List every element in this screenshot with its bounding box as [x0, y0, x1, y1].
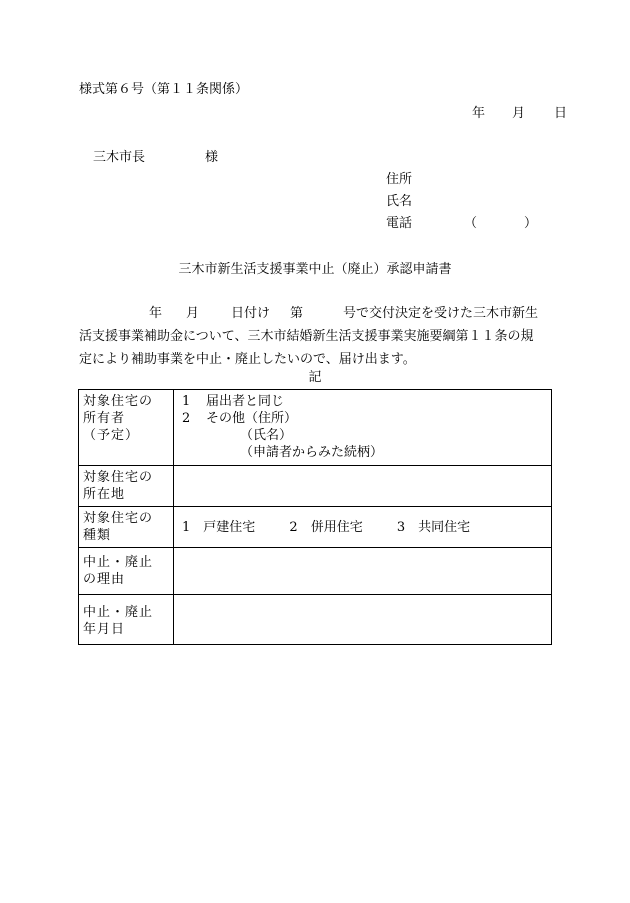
applicant-block [386, 172, 538, 238]
owner-content[interactable] [174, 390, 552, 466]
name-label: 氏名 [386, 194, 413, 209]
table-row-location [79, 466, 552, 507]
date-month: 月 [512, 106, 526, 121]
reason-label-line-2: の理由 [83, 572, 126, 587]
location-content[interactable] [174, 466, 552, 507]
owner-option-2-label: その他（住所） [206, 411, 298, 426]
owner-name-label: （氏名） [240, 428, 293, 443]
date-label [79, 595, 174, 645]
date-day: 日 [554, 106, 568, 121]
date-label-line-2: 年月日 [83, 622, 126, 637]
body-day: 日付け [231, 306, 271, 321]
body-line-3: 定により補助事業を中止・廃止したいので、届け出ます。 [79, 352, 416, 367]
owner-label-line-3: （予定） [83, 428, 140, 443]
reason-content[interactable] [174, 548, 552, 595]
date-content[interactable] [174, 595, 552, 645]
phone-line [386, 216, 538, 238]
owner-label [79, 390, 174, 466]
location-label [79, 466, 174, 507]
owner-option-1 [182, 393, 543, 410]
phone-paren-close: ） [524, 216, 538, 231]
date-year: 年 [472, 106, 486, 121]
phone-paren-open: （ [464, 216, 478, 231]
body-month: 月 [186, 306, 200, 321]
body-text [79, 302, 576, 371]
type-content[interactable] [174, 507, 552, 548]
owner-label-line-1: 対象住宅の [83, 394, 154, 409]
owner-option-2 [182, 410, 543, 427]
date-label-line-1: 中止・廃止 [83, 605, 154, 620]
owner-option-2-num: 2 [182, 411, 191, 426]
page-title: 三木市新生活支援事業中止（廃止）承認申請書 [178, 262, 452, 277]
type-label-line-2: 種類 [83, 528, 112, 543]
body-number-prefix: 第 [290, 306, 304, 321]
table-row-date [79, 595, 552, 645]
addressee: 三木市長 [93, 150, 146, 165]
type-option-1: 1 戸建住宅 [182, 519, 256, 535]
type-option-2: 2 併用住宅 [289, 519, 363, 535]
table-row-owner [79, 390, 552, 466]
phone-label: 電話 [386, 216, 413, 231]
ki-heading: 記 [308, 370, 322, 385]
form-number: 様式第６号（第１１条関係） [79, 82, 249, 97]
address-label: 住所 [386, 172, 413, 187]
addressee-honorific: 様 [205, 150, 219, 165]
reason-label [79, 548, 174, 595]
owner-option-1-num: 1 [182, 394, 191, 409]
location-label-line-1: 対象住宅の [83, 470, 154, 485]
body-line-1 [79, 302, 576, 325]
type-label-line-1: 対象住宅の [83, 511, 154, 526]
owner-option-1-label: 届出者と同じ [206, 394, 285, 409]
owner-label-line-2: 所有者 [83, 411, 126, 426]
table-row-reason [79, 548, 552, 595]
form-table [78, 389, 552, 645]
body-line-2: 活支援事業補助金について、三木市結婚新生活支援事業実施要綱第１１条の規 [79, 329, 534, 344]
table-row-type [79, 507, 552, 548]
type-label [79, 507, 174, 548]
body-line-1-rest: 号で交付決定を受けた三木市新生 [343, 306, 539, 321]
body-year: 年 [149, 306, 163, 321]
location-label-line-2: 所在地 [83, 487, 126, 502]
reason-label-line-1: 中止・廃止 [83, 555, 154, 570]
owner-relation-label: （申請者からみた続柄） [240, 445, 384, 460]
type-option-3: 3 共同住宅 [396, 519, 471, 535]
